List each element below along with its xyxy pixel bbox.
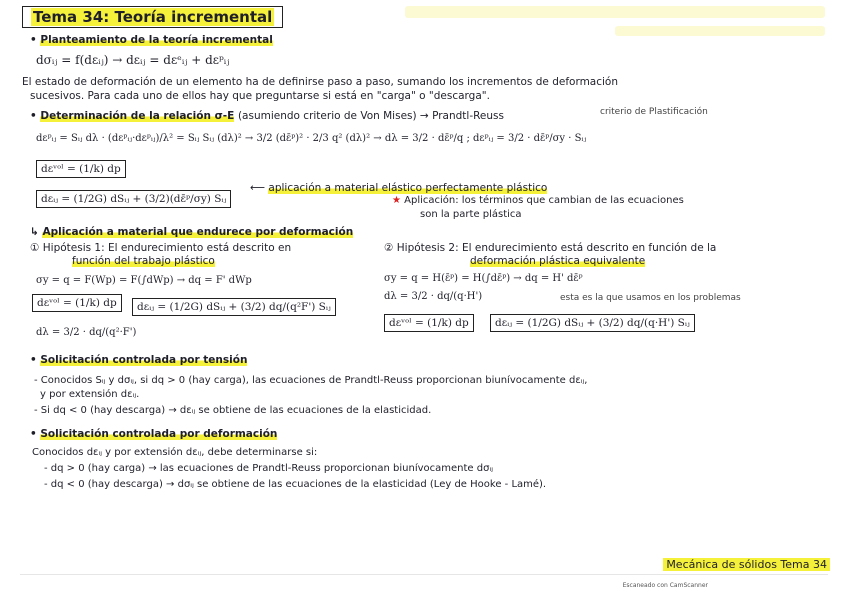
section-heading: • Planteamiento de la teoría incremental	[30, 34, 273, 46]
formula-box: dεᵛᵒˡ = (1/k) dp	[36, 160, 126, 178]
annotation: son la parte plástica	[420, 209, 522, 220]
formula-box: dεᵛᵒˡ = (1/k) dp	[384, 314, 474, 332]
formula: σy = q = F(Wp) = F(∫dWp) → dq = F' dWp	[36, 275, 252, 286]
hypothesis-2-cont: deformación plástica equivalente	[470, 255, 646, 267]
formula: dλ = 3/2 · dq/(q·H')	[384, 291, 483, 302]
paragraph: Conocidos dεᵢⱼ y por extensión dεᵢⱼ, debe determinarse si:	[32, 447, 318, 458]
annotation: ★ Aplicación: los términos que cambian de las ecuaciones	[392, 195, 684, 206]
page-title: Tema 34: Teoría incremental	[22, 6, 283, 28]
formula-box: dεᵛᵒˡ = (1/k) dp	[32, 294, 122, 312]
section-heading: ↳ Aplicación a material que endurece por deformación	[30, 226, 354, 238]
page-footer: Mecánica de sólidos Tema 34	[663, 558, 830, 571]
divider	[20, 574, 828, 575]
hypothesis-1: ① Hipótesis 1: El endurecimiento está descrito en	[30, 242, 292, 254]
scanner-watermark: Escaneado con CamScanner	[622, 582, 708, 589]
paragraph: - Conocidos Sᵢⱼ y dσᵢⱼ, si dq > 0 (hay carga), las ecuaciones de Prandtl-Reuss proporcionan biunívocamente dεᵢⱼ,	[34, 375, 588, 386]
formula: dλ = 3/2 · dq/(q²·F')	[36, 327, 137, 338]
formula-box: dεᵢⱼ = (1/2G) dSᵢⱼ + (3/2)(dε̄ᵖ/σy) Sᵢⱼ	[36, 190, 231, 208]
side-note: criterio de Plastificación	[600, 107, 708, 117]
section-heading: • Determinación de la relación σ-E (asumiendo criterio de Von Mises) → Prandtl-Reuss	[30, 110, 504, 122]
paragraph: - dq > 0 (hay carga) → las ecuaciones de Prandtl-Reuss proporcionan biunívocamente dσᵢⱼ	[44, 463, 493, 474]
formula: dεᵖᵢⱼ = Sᵢⱼ dλ · (dεᵖᵢⱼ·dεᵖᵢⱼ)/λ² = Sᵢⱼ Sᵢⱼ (dλ)² → 3/2 (dε̄ᵖ)² · 2/3 q² (dλ)² → dλ = 3/2 · dε̄ᵖ/q ; dεᵖᵢⱼ = 3/2 · dε̄ᵖ/σy · Sᵢⱼ	[36, 133, 587, 144]
paragraph: El estado de deformación de un elemento ha de definirse paso a paso, sumando los incrementos de deformación	[22, 76, 619, 88]
faint-highlight	[405, 6, 825, 18]
section-heading: • Solicitación controlada por deformación	[30, 428, 278, 440]
hypothesis-2: ② Hipótesis 2: El endurecimiento está descrito en función de la	[384, 242, 717, 254]
formula: dσᵢⱼ = f(dεᵢⱼ) → dεᵢⱼ = dεᵉᵢⱼ + dεᵖᵢⱼ	[36, 53, 230, 67]
formula: σy = q = H(ε̄ᵖ) = H(∫dε̄ᵖ) → dq = H' dε̄ᵖ	[384, 273, 583, 284]
formula-box: dεᵢⱼ = (1/2G) dSᵢⱼ + (3/2) dq/(q·H') Sᵢⱼ	[490, 314, 695, 332]
faint-highlight	[615, 26, 825, 36]
paragraph: sucesivos. Para cada uno de ellos hay que preguntarse si está en "carga" o "descarga".	[30, 90, 490, 102]
annotation: ⟵ aplicación a material elástico perfectamente plástico	[250, 182, 548, 194]
paragraph: - Si dq < 0 (hay descarga) → dεᵢⱼ se obtiene de las ecuaciones de la elasticidad.	[34, 405, 432, 416]
section-heading: • Solicitación controlada por tensión	[30, 354, 248, 366]
side-note: esta es la que usamos en los problemas	[560, 293, 741, 303]
paragraph: y por extensión dεᵢⱼ.	[40, 389, 140, 400]
formula-box: dεᵢⱼ = (1/2G) dSᵢⱼ + (3/2) dq/(q²F') Sᵢⱼ	[132, 298, 336, 316]
hypothesis-1-cont: función del trabajo plástico	[72, 255, 215, 267]
paragraph: - dq < 0 (hay descarga) → dσᵢⱼ se obtiene de las ecuaciones de la elasticidad (Ley de Hooke - Lamé).	[44, 479, 547, 490]
